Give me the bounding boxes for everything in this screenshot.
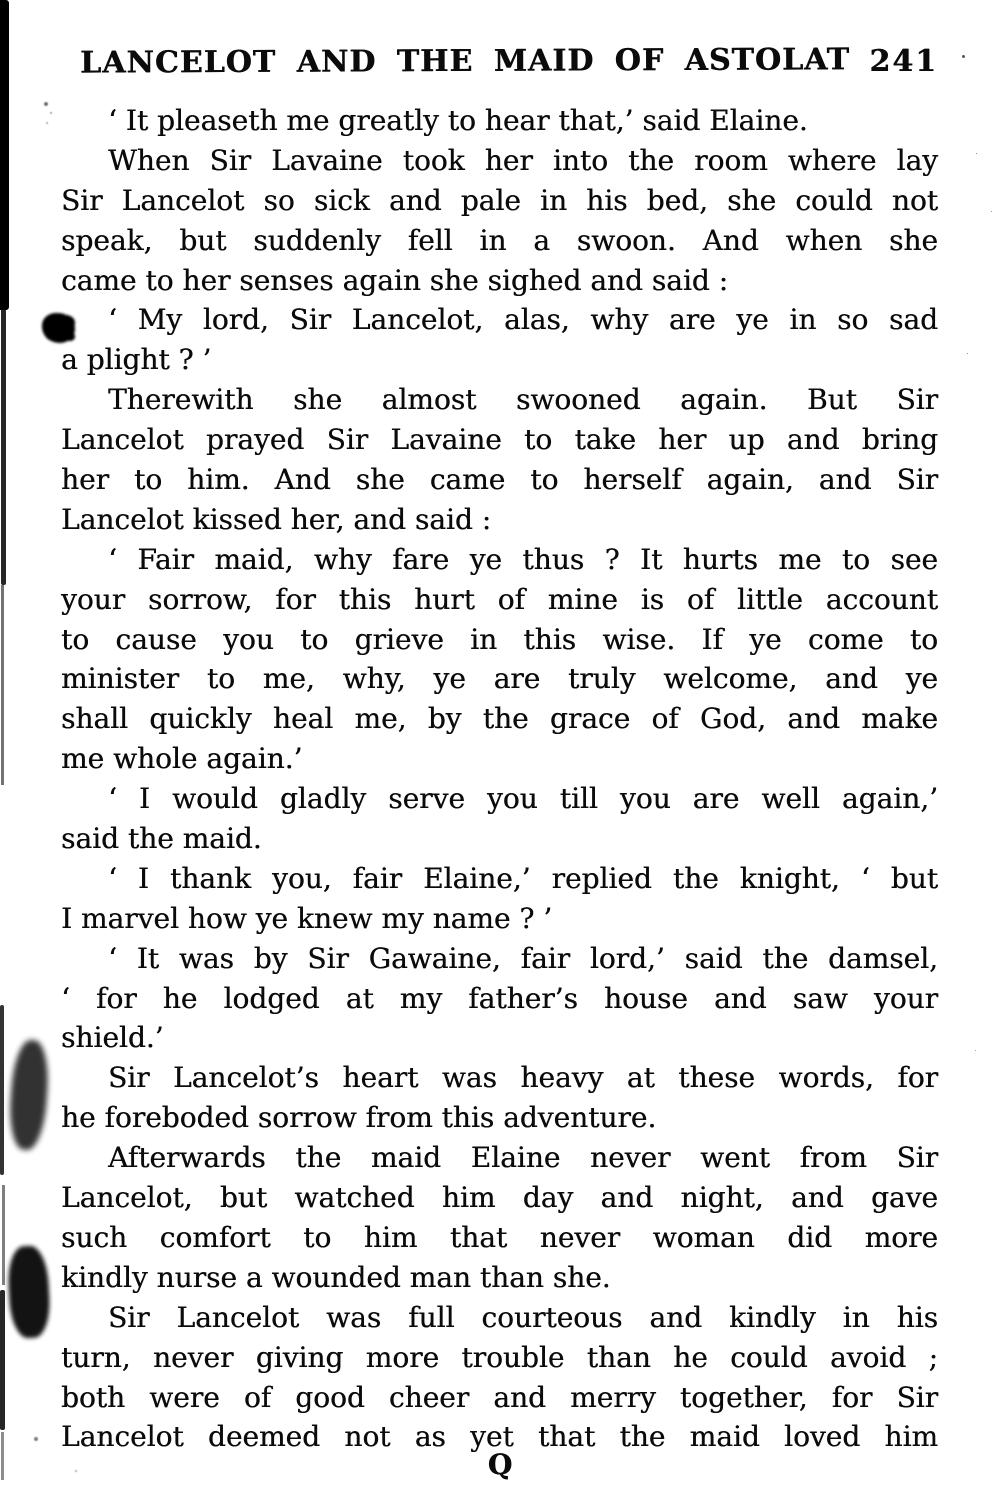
text-line: Sir Lancelot was full courteous and kindly in his [108, 1300, 938, 1334]
text-line: both were of good cheer and merry together, for Sir [61, 1380, 938, 1414]
text-line: I marvel how ye knew my name ? ’ [61, 901, 553, 935]
ink-smudge [7, 1039, 51, 1151]
text-line: came to her senses again she sighed and said : [61, 263, 729, 297]
text-line: ‘ Fair maid, why fare ye thus ? It hurts me to see [108, 542, 938, 576]
text-line: shield.’ [61, 1021, 164, 1055]
running-header [62, 44, 938, 79]
text-line: her to him. And she came to herself again, and Sir [61, 463, 938, 497]
paper-speck [44, 102, 48, 106]
chapter-title: LANCELOT AND THE MAID OF ASTOLAT [79, 42, 851, 81]
text-line: turn, never giving more trouble than he could avoid ; [61, 1340, 938, 1374]
text-line: Therewith she almost swooned again. But Sir [108, 383, 938, 417]
text-line: ‘ It was by Sir Gawaine, fair lord,’ said the damsel, [108, 941, 938, 975]
text-line: such comfort to him that never woman did more [61, 1220, 938, 1254]
text-line: kindly nurse a wounded man than she. [61, 1260, 611, 1294]
text-line: When Sir Lavaine took her into the room where lay [108, 143, 938, 177]
binding-edge-mark [1, 305, 6, 585]
paper-speck [962, 55, 965, 58]
paper-speck [34, 1437, 38, 1441]
text-line: shall quickly heal me, by the grace of God, and make [61, 702, 938, 736]
text-line: Afterwards the maid Elaine never went from Sir [108, 1141, 938, 1175]
text-line: said the maid. [61, 822, 262, 856]
text-line: Lancelot deemed not as yet that the maid loved him [61, 1420, 938, 1454]
binding-edge-mark [0, 0, 9, 310]
text-line: Sir Lancelot so sick and pale in his bed, she could not [61, 183, 938, 217]
text-line: ‘ It pleaseth me greatly to hear that,’ said Elaine. [108, 104, 808, 137]
binding-edge-mark [1, 585, 4, 785]
text-line: your sorrow, for this hurt of mine is of little account [61, 582, 938, 616]
text-line: a plight ? ’ [61, 343, 212, 377]
text-line: to cause you to grieve in this wise. If ye come to [61, 622, 938, 656]
text-line: ‘ for he lodged at my father’s house and saw your [61, 981, 938, 1015]
text-line: Sir Lancelot’s heart was heavy at these words, for [108, 1061, 938, 1095]
ink-smudge [7, 1245, 52, 1339]
body-text [61, 101, 938, 1457]
text-line: Lancelot kissed her, and said : [61, 502, 492, 536]
binding-edge-mark [0, 1005, 4, 1175]
text-line: speak, but suddenly fell in a swoon. And when she [61, 223, 938, 257]
text-line: ‘ I thank you, fair Elaine,’ replied the knight, ‘ but [108, 861, 938, 895]
text-line: Lancelot prayed Sir Lavaine to take her up and bring [61, 423, 938, 457]
signature-mark: Q [487, 1448, 513, 1481]
text-line: ‘ My lord, Sir Lancelot, alas, why are ye in so sad [108, 303, 938, 337]
text-line: minister to me, why, ye are truly welcome, and ye [61, 662, 938, 696]
text-line: ‘ I would gladly serve you till you are well again,’ [108, 782, 938, 816]
binding-edge-mark [2, 1185, 5, 1285]
text-line: me whole again.’ [61, 742, 303, 776]
text-line: he foreboded sorrow from this adventure. [61, 1101, 657, 1135]
page-number: 241 [869, 44, 938, 79]
binding-edge-mark [0, 1290, 5, 1430]
text-line: Lancelot, but watched him day and night, and gave [61, 1181, 938, 1215]
